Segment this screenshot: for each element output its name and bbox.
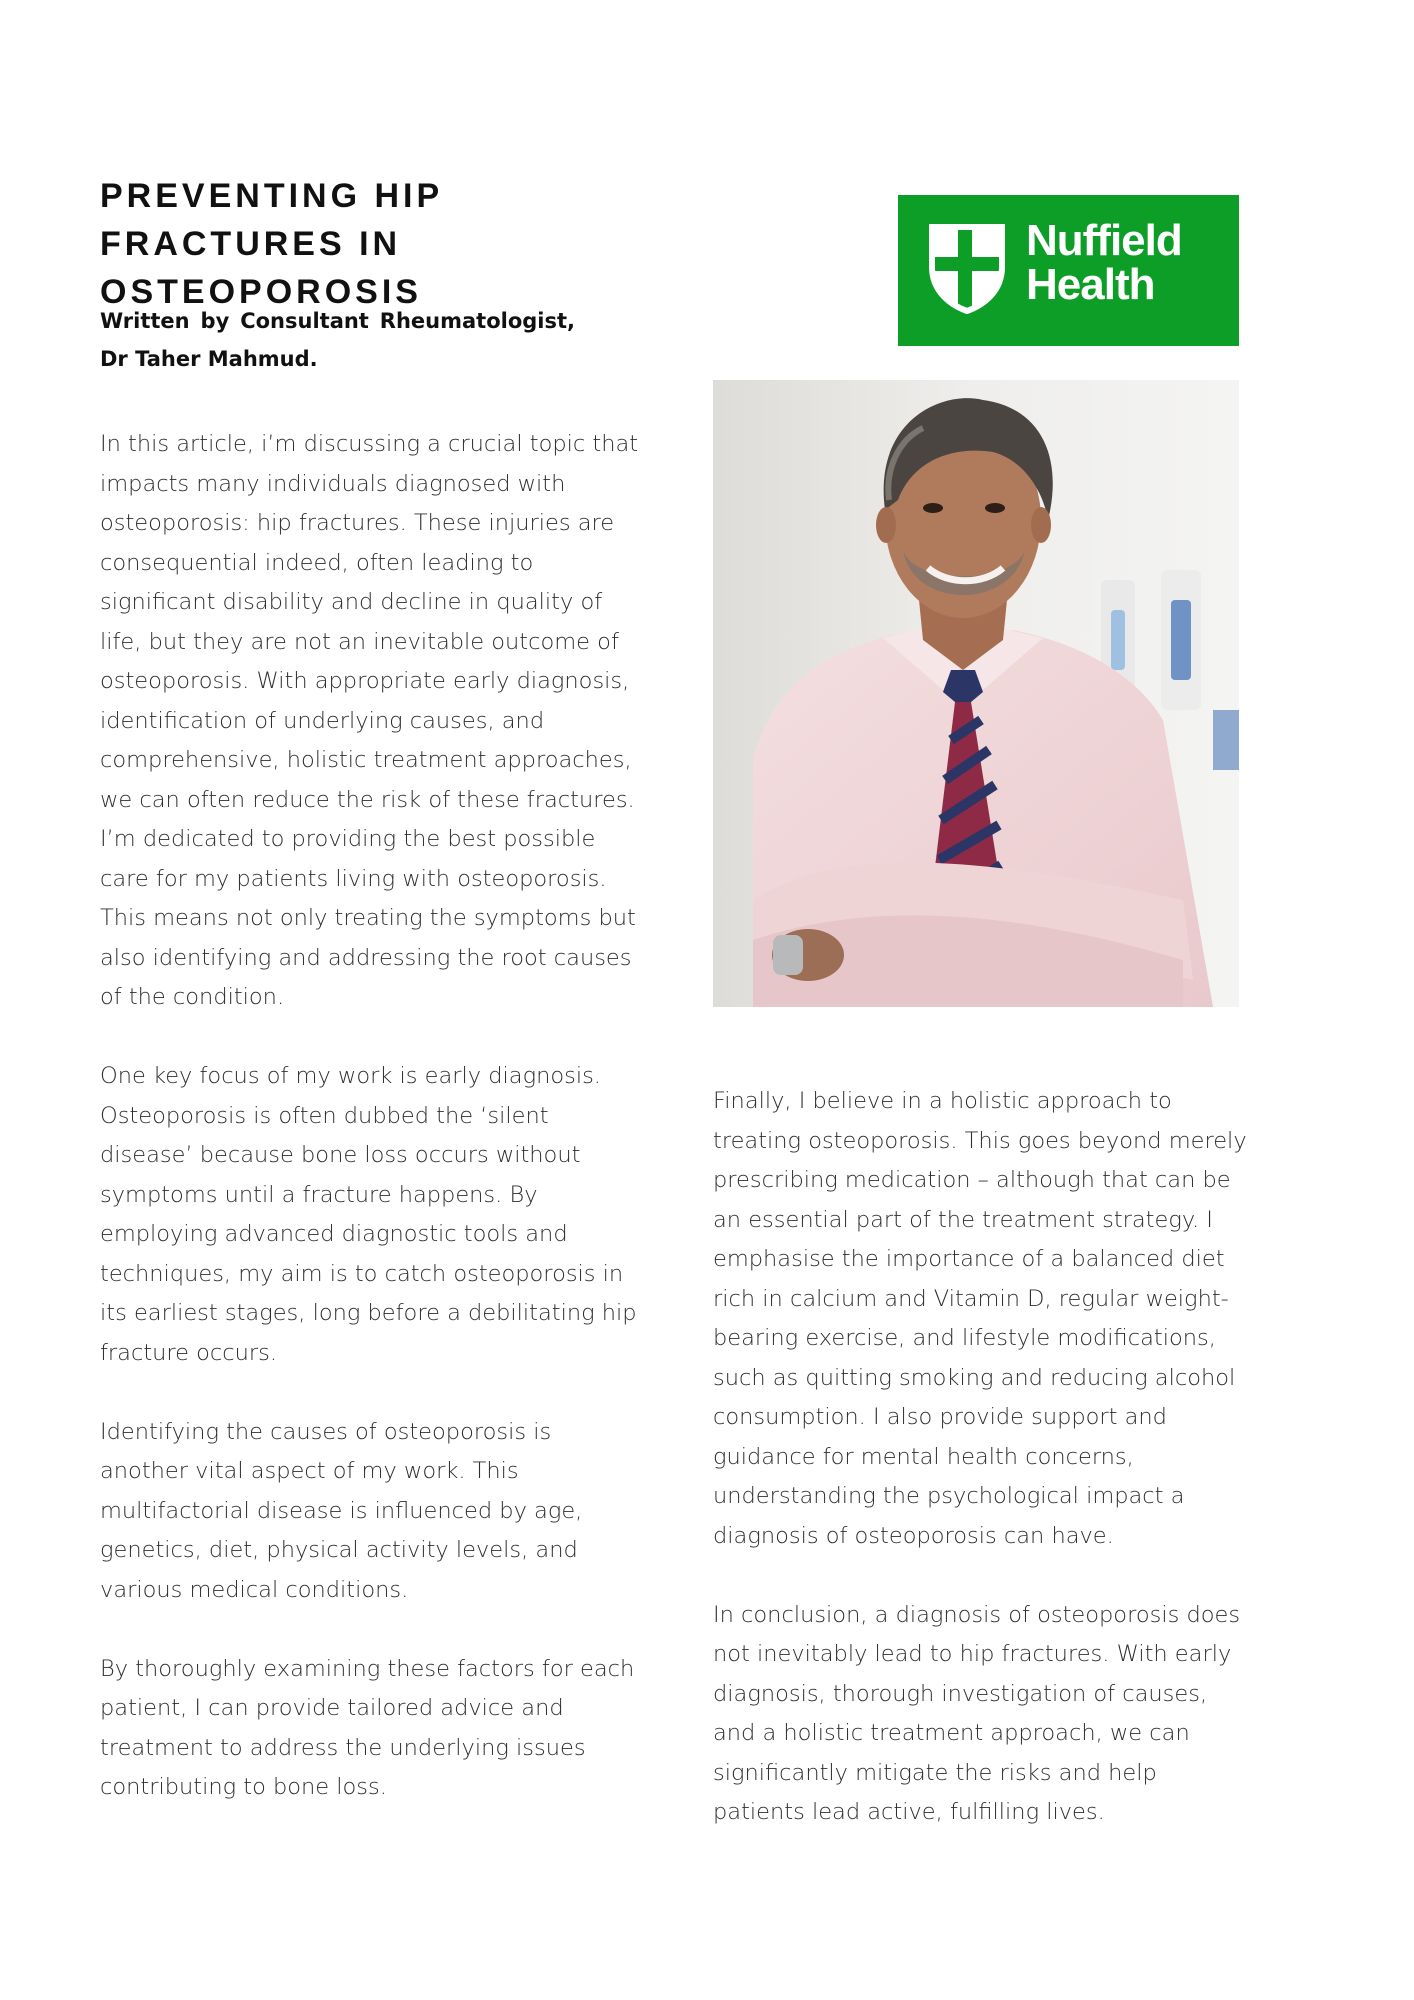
right-column — [713, 1082, 1253, 1833]
paragraph-holistic: Finally, I believe in a holistic approach to treating osteoporosis. This goes beyond merely prescribing medication – although that can be an essential part of the treatment strategy. I emphasise the importance of a balanced diet rich in calcium and Vitamin D, regular weight-bearing exercise, and lifestyle modifications, such as quitting smoking and reducing alcohol consumption. I also provide support and guidance for mental health concerns, understanding the psychological impact a diagnosis of osteoporosis can have. — [713, 1088, 1247, 1549]
article-byline: Written by Consultant Rheumatologist, Dr Taher Mahmud. — [100, 309, 575, 371]
left-column — [100, 425, 645, 1808]
logo-wordmark — [1026, 216, 1182, 309]
paragraph-conclusion: In conclusion, a diagnosis of osteoporosis does not inevitably lead to hip fractures. With early diagnosis, thorough investigation of causes, and a holistic treatment approach, we can significantly mitigate the risks and help patients lead active, fulfilling lives. — [713, 1601, 1241, 1825]
nuffield-health-logo — [898, 195, 1239, 346]
paragraph-intro: In this article, i’m discussing a crucial topic that impacts many individuals diagnosed with osteoporosis: hip fractures. These injuries are consequential indeed, often leading to significant disability and decline in quality of life, but they are not an inevitable outcome of osteoporosis. With appropriate early diagnosis, identification of underlying causes, and comprehensive, holistic treatment approaches, we can often reduce the risk of these fractures. I’m dedicated to providing the best possible care for my patients living with osteoporosis. This means not only treating the symptoms but also identifying and addressing the root causes of the condition. — [100, 431, 639, 1010]
paragraph-causes: Identifying the causes of osteoporosis is another vital aspect of my work. This multifactorial disease is influenced by age, genetics, diet, physical activity levels, and various medical conditions. — [100, 1418, 583, 1603]
paragraph-early-diagnosis: One key focus of my work is early diagnosis. Osteoporosis is often dubbed the ‘silent disease’ because bone loss occurs without symptoms until a fracture happens. By employing advanced diagnostic tools and techniques, my aim is to catch osteoporosis in its earliest stages, long before a debilitating hip fracture occurs. — [100, 1063, 637, 1366]
logo-line-2: Health — [1026, 260, 1155, 309]
article-title: PREVENTING HIP FRACTURES IN OSTEOPOROSIS — [100, 177, 443, 311]
portrait-photo — [713, 380, 1239, 1007]
paragraph-tailored-advice: By thoroughly examining these factors for each patient, I can provide tailored advice and treatment to address the underlying issues contributing to bone loss. — [100, 1655, 635, 1800]
logo-line-1: Nuffield — [1026, 216, 1182, 265]
shield-cross-icon — [928, 223, 1006, 315]
